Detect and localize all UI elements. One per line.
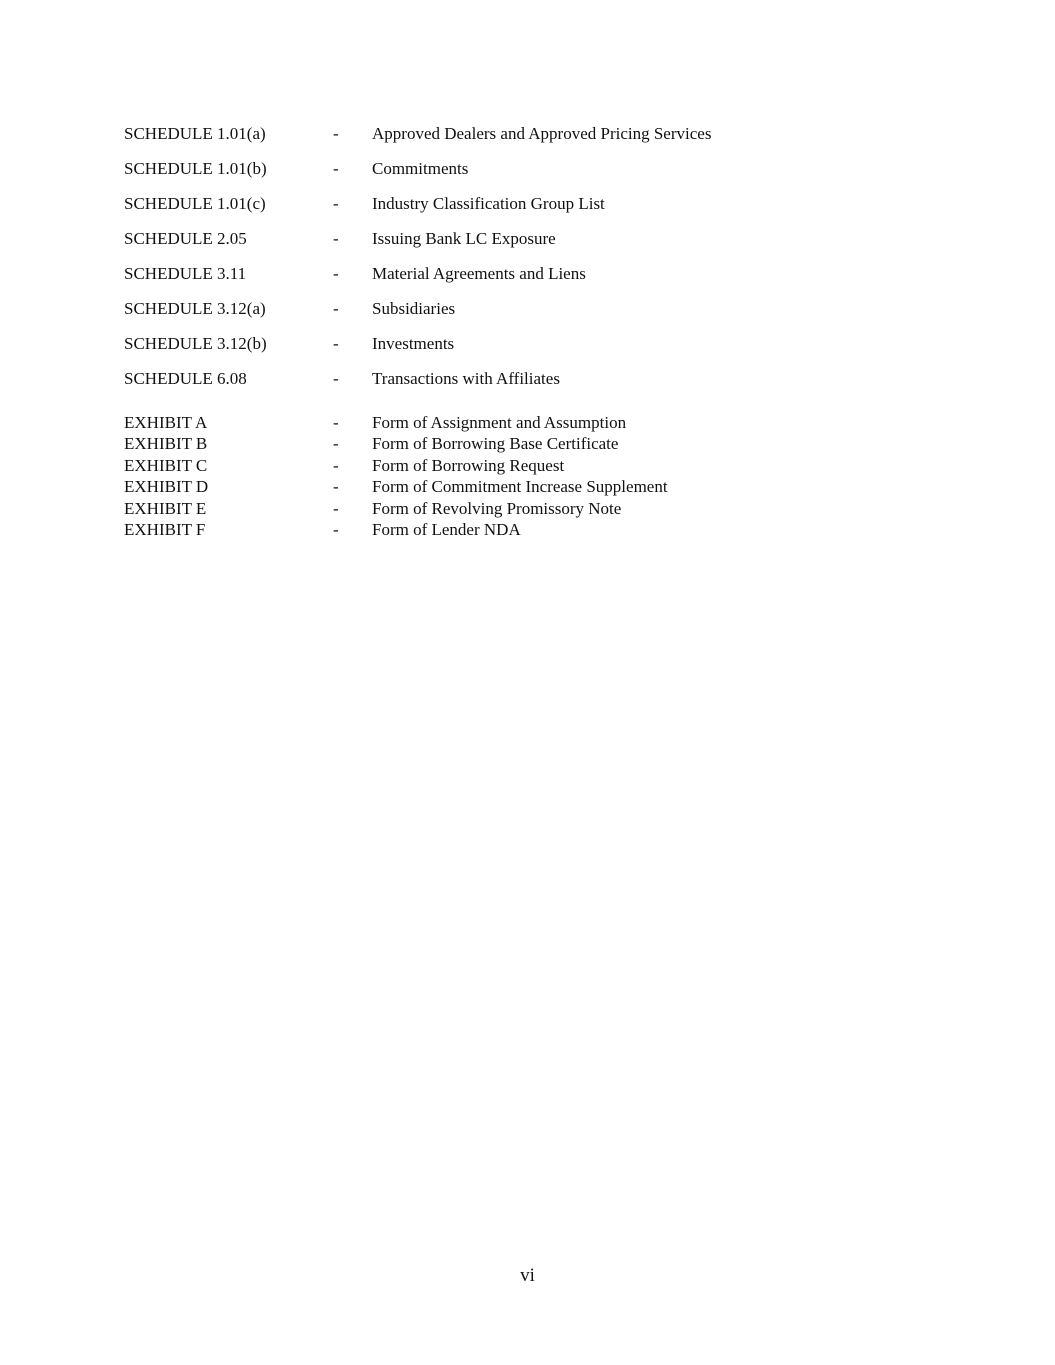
schedule-description: Commitments [372, 159, 469, 178]
schedule-code: SCHEDULE 3.12(a) [124, 299, 266, 318]
schedule-code: SCHEDULE 1.01(a) [124, 124, 266, 143]
exhibit-code: EXHIBIT B [124, 434, 208, 453]
separator-dash: - [333, 159, 339, 178]
exhibit-description: Form of Revolving Promissory Note [372, 499, 622, 518]
schedule-code: SCHEDULE 6.08 [124, 369, 247, 388]
schedule-description: Investments [372, 334, 455, 353]
exhibit-description: Form of Borrowing Request [372, 456, 565, 475]
exhibit-description: Form of Lender NDA [372, 520, 521, 539]
separator-dash: - [333, 299, 339, 318]
schedule-code: SCHEDULE 3.12(b) [124, 334, 267, 353]
separator-dash: - [333, 229, 339, 248]
separator-dash: - [333, 334, 339, 353]
schedule-description: Material Agreements and Liens [372, 264, 586, 283]
separator-dash: - [333, 499, 339, 518]
separator-dash: - [333, 456, 339, 475]
separator-dash: - [333, 434, 339, 453]
schedule-description: Approved Dealers and Approved Pricing Services [372, 124, 712, 143]
schedule-description: Industry Classification Group List [372, 194, 605, 213]
exhibit-description: Form of Commitment Increase Supplement [372, 477, 668, 496]
separator-dash: - [333, 520, 339, 539]
separator-dash: - [333, 413, 339, 432]
exhibit-description: Form of Borrowing Base Certificate [372, 434, 619, 453]
schedule-description: Transactions with Affiliates [372, 369, 560, 388]
separator-dash: - [333, 477, 339, 496]
separator-dash: - [333, 124, 339, 143]
exhibit-code: EXHIBIT C [124, 456, 208, 475]
exhibit-code: EXHIBIT E [124, 499, 207, 518]
separator-dash: - [333, 369, 339, 388]
schedule-description: Issuing Bank LC Exposure [372, 229, 556, 248]
page-number: vi [520, 1265, 535, 1286]
separator-dash: - [333, 264, 339, 283]
schedule-code: SCHEDULE 1.01(b) [124, 159, 267, 178]
separator-dash: - [333, 194, 339, 213]
schedule-code: SCHEDULE 2.05 [124, 229, 247, 248]
schedule-code: SCHEDULE 1.01(c) [124, 194, 266, 213]
schedule-code: SCHEDULE 3.11 [124, 264, 247, 283]
exhibit-code: EXHIBIT A [124, 413, 208, 432]
exhibit-code: EXHIBIT D [124, 477, 209, 496]
exhibit-code: EXHIBIT F [124, 520, 206, 539]
schedule-description: Subsidiaries [372, 299, 456, 318]
exhibit-description: Form of Assignment and Assumption [372, 413, 627, 432]
